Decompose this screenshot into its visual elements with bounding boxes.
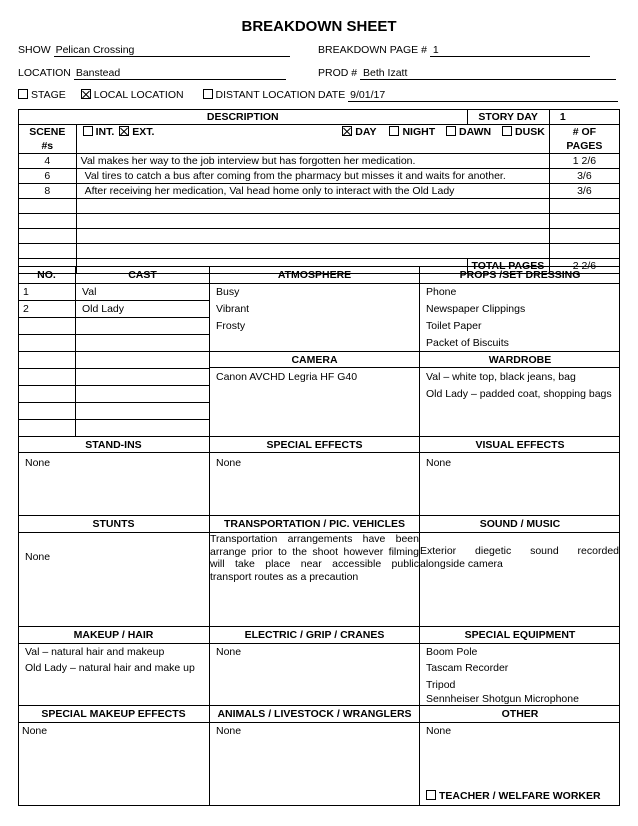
standins-header: STAND-INS — [85, 439, 142, 451]
dawn-checkbox[interactable] — [446, 126, 456, 136]
dusk-checkbox[interactable] — [502, 126, 512, 136]
breakdown-page-label: BREAKDOWN PAGE # — [318, 44, 427, 56]
ext-checkbox[interactable] — [119, 126, 129, 136]
scene-description: Val tires to catch a bus after coming from the pharmacy but misses it and waits for another. — [76, 169, 549, 184]
distant-location-label: DISTANT LOCATION — [215, 89, 316, 101]
scene-pages: 3/6 — [549, 184, 619, 199]
empty-row[interactable] — [19, 229, 620, 244]
story-day-value[interactable]: 1 — [549, 110, 619, 125]
show-label: SHOW — [18, 44, 51, 56]
equipment-item: Boom Pole — [426, 646, 478, 658]
animals-header: ANIMALS / LIVESTOCK / WRANGLERS — [217, 708, 412, 720]
atmosphere-item: Busy — [216, 286, 240, 298]
makeup-header: MAKEUP / HAIR — [73, 629, 154, 641]
wardrobe-header: WARDROBE — [488, 354, 552, 366]
night-checkbox[interactable] — [389, 126, 399, 136]
local-location-checkbox[interactable] — [81, 89, 91, 99]
camera-item: Canon AVCHD Legria HF G40 — [216, 371, 358, 383]
sfx-header: SPECIAL EFFECTS — [266, 439, 363, 451]
stunts-value: None — [25, 551, 51, 563]
int-label: INT. — [95, 126, 115, 138]
scene-number: 6 — [19, 169, 77, 184]
cast-name-2: Old Lady — [82, 303, 125, 315]
scene-table — [18, 109, 620, 274]
cast-no-1: 1 — [23, 286, 29, 298]
show-field — [18, 44, 288, 58]
props-header: PROPS /SET DRESSING — [459, 269, 581, 281]
stage-checkbox[interactable] — [18, 89, 28, 99]
teacher-welfare-label: TEACHER / WELFARE WORKER — [439, 790, 601, 802]
camera-header: CAMERA — [291, 354, 338, 366]
prod-field — [318, 67, 620, 81]
sheet-title: BREAKDOWN SHEET — [241, 18, 397, 35]
location-label: LOCATION — [18, 67, 71, 79]
animals-value: None — [216, 725, 242, 737]
empty-row[interactable] — [19, 244, 620, 259]
date-value[interactable]: 9/01/17 — [348, 89, 618, 102]
equipment-item: Tripod — [426, 679, 456, 691]
scene-description: Val makes her way to the job interview but has forgotten her medication. — [76, 154, 549, 169]
date-field — [318, 89, 620, 103]
equipment-item: Sennheiser Shotgun Microphone — [426, 693, 579, 705]
sound-value: Exterior diegetic sound recorded alongside camera — [420, 545, 619, 570]
pages-header: # OF PAGES — [549, 125, 619, 154]
props-item: Newspaper Clippings — [426, 303, 526, 315]
smfx-header: SPECIAL MAKEUP EFFECTS — [41, 708, 186, 720]
local-location-label: LOCAL LOCATION — [93, 89, 184, 101]
wardrobe-item: Val – white top, black jeans, bag — [426, 371, 576, 383]
cast-no-2: 2 — [23, 303, 29, 315]
scene-header: SCENE #s — [19, 125, 77, 154]
time-of-day-header — [76, 125, 549, 154]
cast-name-1: Val — [82, 286, 97, 298]
wardrobe-item: Old Lady – padded coat, shopping bags — [426, 388, 612, 400]
total-pages-value: 2 2/6 — [549, 259, 619, 274]
prod-label: PROD # — [318, 67, 358, 79]
int-checkbox[interactable] — [83, 126, 93, 136]
makeup-item: Val – natural hair and makeup — [25, 646, 165, 658]
day-checkbox[interactable] — [342, 126, 352, 136]
empty-row[interactable] — [19, 199, 620, 214]
cast-header: CAST — [128, 269, 157, 281]
other-header: OTHER — [501, 708, 539, 720]
atmosphere-item: Frosty — [216, 320, 246, 332]
teacher-welfare-row — [426, 790, 601, 802]
atmosphere-item: Vibrant — [216, 303, 250, 315]
scene-description: After receiving her medication, Val head home only to interact with the Old Lady — [76, 184, 549, 199]
date-label: DATE — [318, 89, 346, 101]
dusk-label: DUSK — [515, 126, 545, 138]
show-value[interactable]: Pelican Crossing — [54, 44, 290, 57]
stage-label: STAGE — [31, 89, 66, 101]
distant-location-checkbox[interactable] — [203, 89, 213, 99]
smfx-value: None — [22, 725, 48, 737]
day-label: DAY — [355, 126, 377, 138]
scene-pages: 1 2/6 — [549, 154, 619, 169]
breakdown-page-field — [318, 44, 580, 58]
vfx-header: VISUAL EFFECTS — [475, 439, 565, 451]
standins-value: None — [25, 457, 51, 469]
props-item: Toilet Paper — [426, 320, 482, 332]
table-row[interactable] — [19, 154, 620, 169]
electric-header: ELECTRIC / GRIP / CRANES — [244, 629, 385, 641]
transport-value: Transportation arrangements have been arrange prior to the shoot however filming will take place near accessible public transport routes as a precaution — [210, 533, 419, 583]
empty-row[interactable] — [19, 214, 620, 229]
equipment-header: SPECIAL EQUIPMENT — [464, 629, 576, 641]
other-value: None — [426, 725, 452, 737]
breakdown-page-value[interactable]: 1 — [430, 44, 590, 57]
total-pages-label: TOTAL PAGES — [467, 259, 549, 274]
electric-value: None — [216, 646, 242, 658]
atmosphere-header: ATMOSPHERE — [277, 269, 352, 281]
vfx-value: None — [426, 457, 452, 469]
table-row[interactable] — [19, 169, 620, 184]
scene-number: 4 — [19, 154, 77, 169]
props-item: Packet of Biscuits — [426, 337, 509, 349]
prod-value[interactable]: Beth Izatt — [360, 67, 616, 80]
table-row[interactable] — [19, 184, 620, 199]
props-item: Phone — [426, 286, 457, 298]
story-day-label: STORY DAY — [467, 110, 549, 125]
sound-header: SOUND / MUSIC — [479, 518, 561, 530]
scene-number: 8 — [19, 184, 77, 199]
ext-label: EXT. — [132, 126, 155, 138]
dawn-label: DAWN — [459, 126, 492, 138]
teacher-welfare-checkbox[interactable] — [426, 790, 436, 800]
no-header: NO. — [37, 269, 56, 281]
stunts-header: STUNTS — [92, 518, 135, 530]
makeup-item: Old Lady – natural hair and make up — [25, 662, 195, 674]
location-field — [18, 67, 288, 81]
sfx-value: None — [216, 457, 242, 469]
transport-header: TRANSPORTATION / PIC. VEHICLES — [223, 518, 406, 530]
location-value[interactable]: Banstead — [74, 67, 286, 80]
scene-pages: 3/6 — [549, 169, 619, 184]
location-type-row — [18, 89, 316, 103]
equipment-item: Tascam Recorder — [426, 662, 509, 674]
night-label: NIGHT — [402, 126, 436, 138]
description-header: DESCRIPTION — [19, 110, 468, 125]
